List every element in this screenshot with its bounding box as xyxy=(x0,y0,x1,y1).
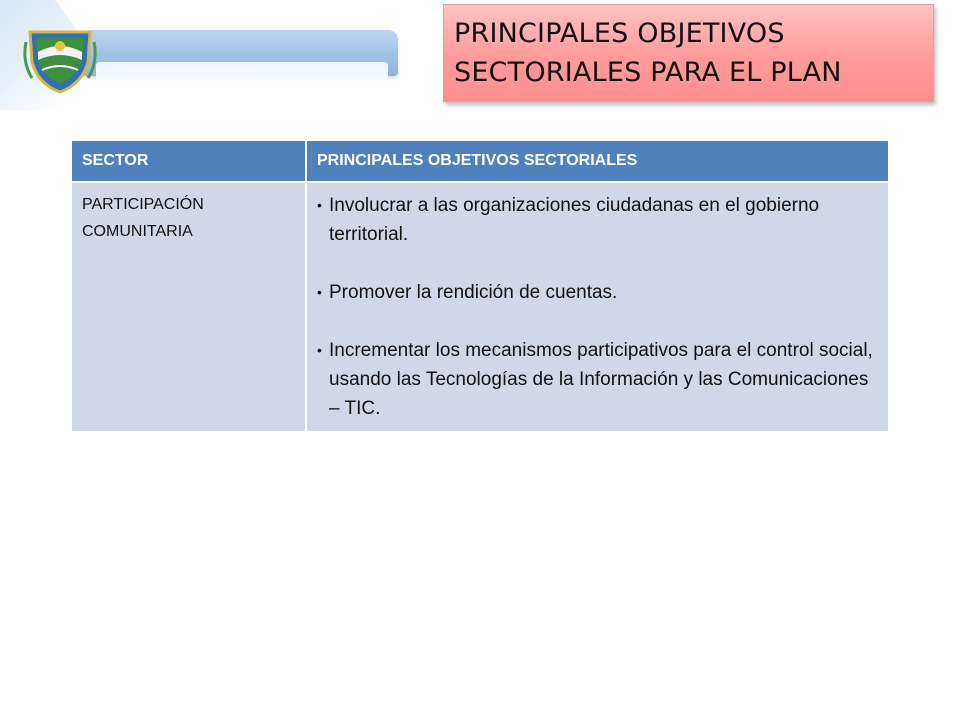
table-header-row xyxy=(72,141,888,182)
list-item xyxy=(317,336,878,423)
table-row xyxy=(72,182,888,431)
objective-text: Involucrar a las organizaciones ciudadanas en el gobierno territorial. xyxy=(329,195,820,245)
bullet-icon: • xyxy=(317,197,322,213)
objective-text: Incrementar los mecanismos participativos para el control social, usando las Tecnologías de la Información y las Comunicaciones – TIC. xyxy=(329,340,873,419)
sector-cell xyxy=(72,182,306,431)
header-sector: SECTOR xyxy=(72,141,306,182)
bullet-icon: • xyxy=(317,284,322,300)
slide-title-line-1: PRINCIPALES OBJETIVOS xyxy=(454,18,785,49)
municipal-crest-icon xyxy=(22,22,98,98)
objective-text: Promover la rendición de cuentas. xyxy=(329,282,618,303)
slide-title-box xyxy=(443,4,934,102)
bullet-icon: • xyxy=(317,342,322,358)
header-decoration-bar-inner xyxy=(96,62,388,80)
list-item xyxy=(317,278,878,307)
sector-name-line-1: PARTICIPACIÓN xyxy=(82,196,204,213)
list-item xyxy=(317,191,878,249)
slide-title-line-2: SECTORIALES PARA EL PLAN xyxy=(454,57,842,88)
objectives-list xyxy=(317,191,878,423)
sector-name-line-2: COMUNITARIA xyxy=(82,223,193,240)
objectives-cell xyxy=(306,182,888,431)
header-objectives: PRINCIPALES OBJETIVOS SECTORIALES xyxy=(306,141,888,182)
objectives-table xyxy=(72,141,888,431)
